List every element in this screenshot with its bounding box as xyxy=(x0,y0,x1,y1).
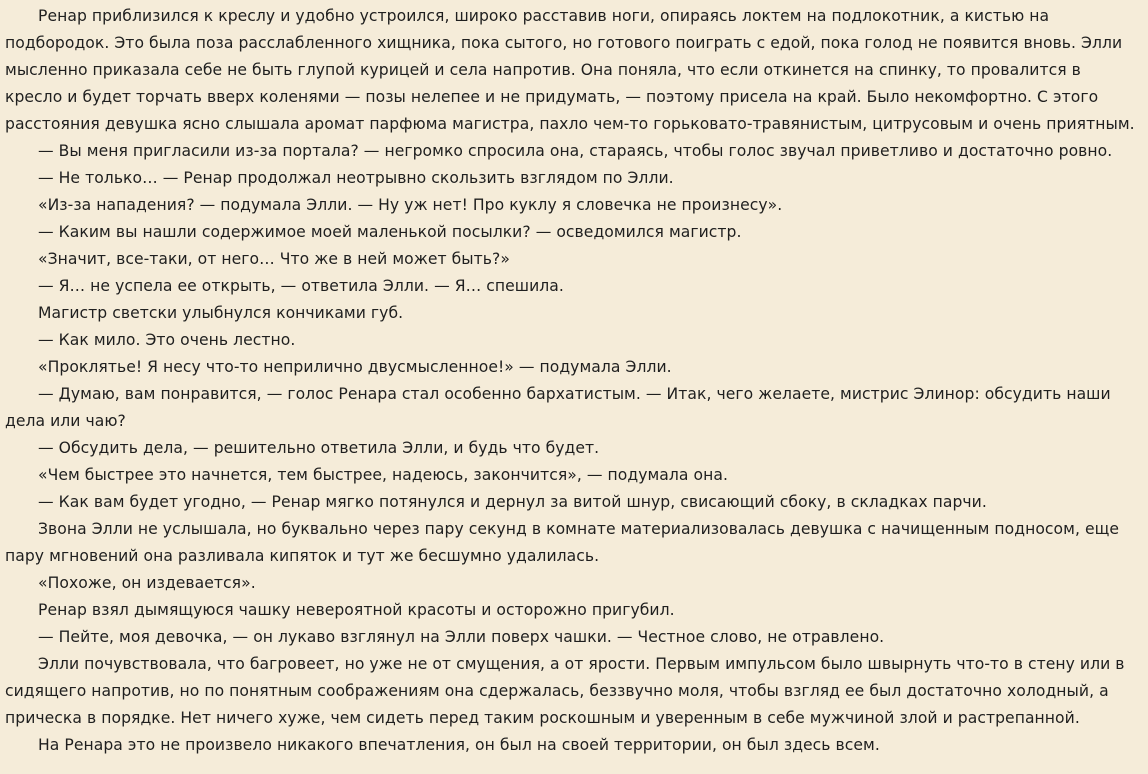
paragraph: «Проклятье! Я несу что-то неприлично двусмысленное!» — подумала Элли. xyxy=(38,358,672,376)
paragraph: «Похоже, он издевается». xyxy=(38,574,256,592)
paragraph: — Как мило. Это очень лестно. xyxy=(38,331,296,349)
paragraph: — Вы меня пригласили из-за портала? — негромко спросила она, стараясь, чтобы голос звучал приветливо и достаточно ровно. xyxy=(38,142,1113,160)
paragraph: Ренар взял дымящуюся чашку невероятной красоты и осторожно пригубил. xyxy=(38,601,675,619)
paragraph: «Значит, все-таки, от него… Что же в ней может быть?» xyxy=(38,250,510,268)
paragraph: — Я… не успела ее открыть, — ответила Элли. — Я… спешила. xyxy=(38,277,564,295)
paragraph: На Ренара это не произвело никакого впечатления, он был на своей территории, он был здесь всем. xyxy=(38,736,880,754)
paragraph: Ренар приблизился к креслу и удобно устроился, широко расставив ноги, опираясь локтем на подлокотник, а кистью на подбородок. Это была поза расслабленного хищника, пока сытого, но готового поиграть с едой, пока голод не появится вновь. Элли мысленно приказала себе не быть глупой курицей и села напротив. Она поняла, что если откинется на спинку, то провалится в кресло и будет торчать вверх коленями — позы нелепее и не придумать, — поэтому присела на край. Было некомфортно. С этого расстояния девушка ясно слышала аромат парфюма магистра, пахло чем-то горьковато-травянистым, цитрусовым и очень приятным. xyxy=(5,7,1135,133)
book-text xyxy=(5,3,1143,759)
paragraph: Магистр светски улыбнулся кончиками губ. xyxy=(38,304,404,322)
paragraph: Элли почувствовала, что багровеет, но уже не от смущения, а от ярости. Первым импульсом было швырнуть что-то в стену или в сидящего напротив, но по понятным соображениям она сдержалась, беззвучно моля, чтобы взгляд ее был достаточно холодный, а прическа в порядке. Нет ничего хуже, чем сидеть перед таким роскошным и уверенным в себе мужчиной злой и растрепанной. xyxy=(5,655,1125,727)
paragraph: — Пейте, моя девочка, — он лукаво взглянул на Элли поверх чашки. — Честное слово, не отравлено. xyxy=(38,628,885,646)
paragraph: «Чем быстрее это начнется, тем быстрее, надеюсь, закончится», — подумала она. xyxy=(38,466,728,484)
paragraph: — Обсудить дела, — решительно ответила Элли, и будь что будет. xyxy=(38,439,600,457)
paragraph: — Каким вы нашли содержимое моей маленькой посылки? — осведомился магистр. xyxy=(38,223,742,241)
paragraph: — Как вам будет угодно, — Ренар мягко потянулся и дернул за витой шнур, свисающий сбоку, в складках парчи. xyxy=(38,493,987,511)
paragraph: — Думаю, вам понравится, — голос Ренара стал особенно бархатистым. — Итак, чего желаете, мистрис Элинор: обсудить наши дела или чаю? xyxy=(5,385,1111,430)
paragraph: — Не только… — Ренар продолжал неотрывно скользить взглядом по Элли. xyxy=(38,169,674,187)
paragraph: Звона Элли не услышала, но буквально через пару секунд в комнате материализовалась девушка с начищенным подносом, еще пару мгновений она разливала кипяток и тут же бесшумно удалилась. xyxy=(5,520,1119,565)
paragraph: «Из-за нападения? — подумала Элли. — Ну уж нет! Про куклу я словечка не произнесу». xyxy=(38,196,783,214)
